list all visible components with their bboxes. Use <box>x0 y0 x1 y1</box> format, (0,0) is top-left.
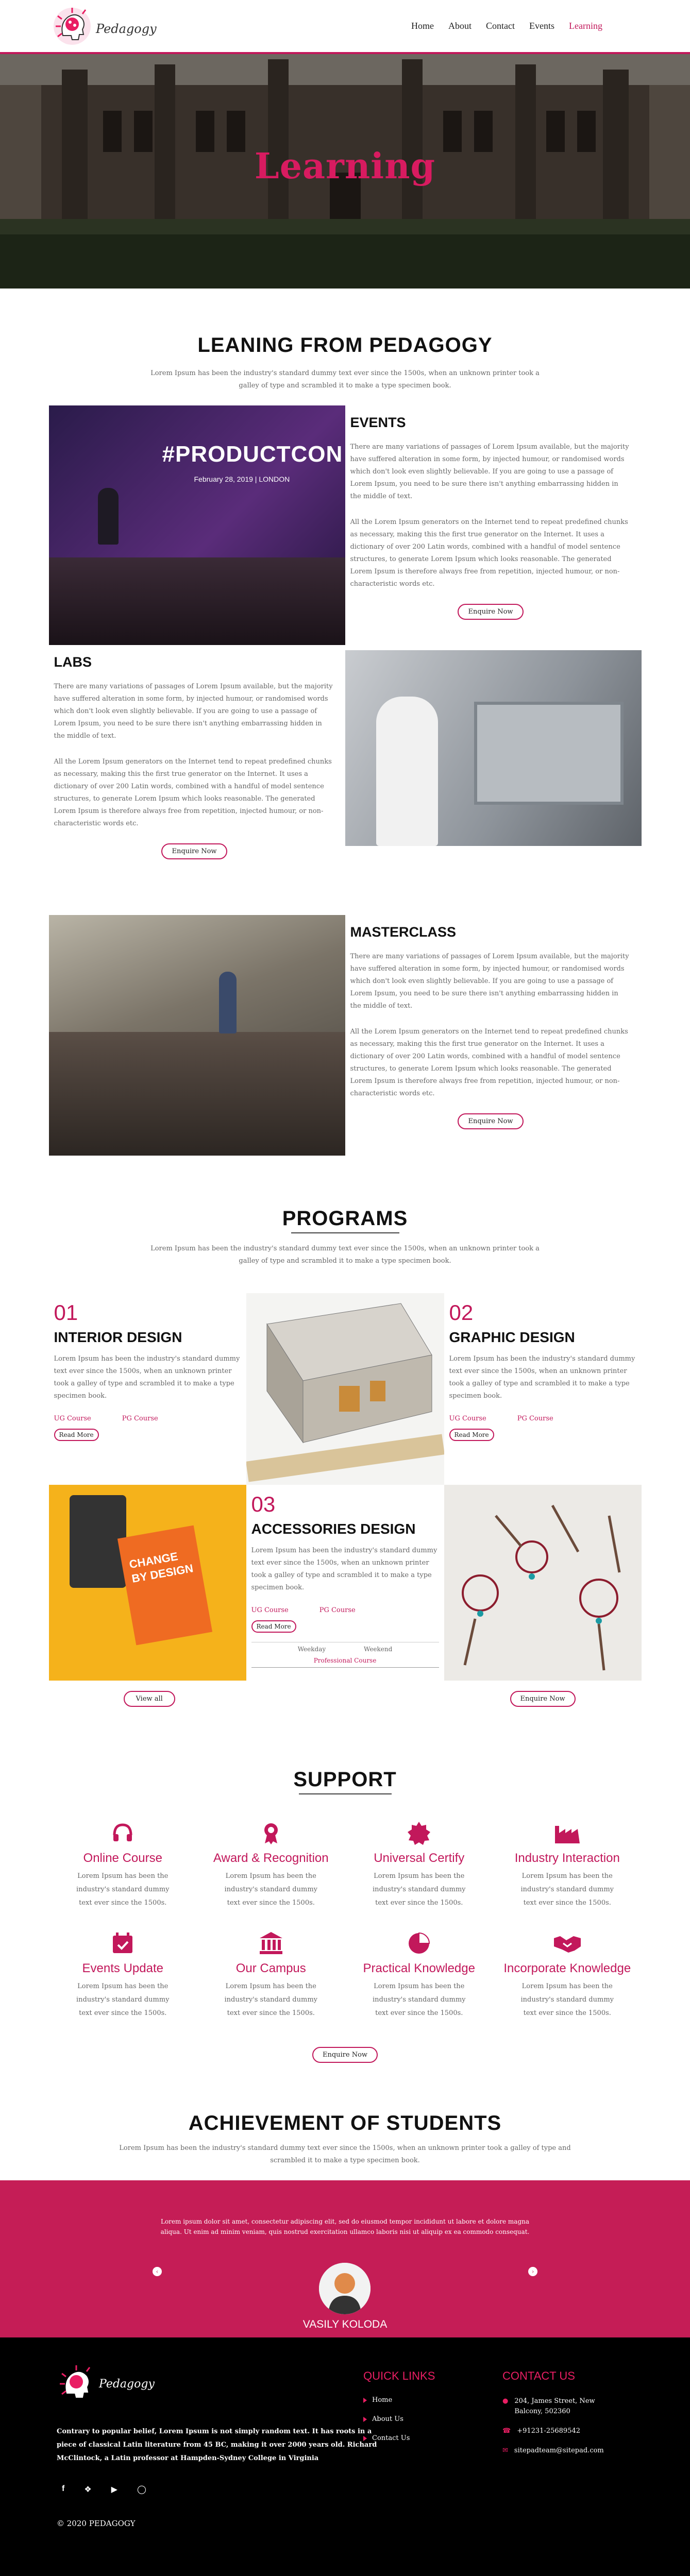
support-item-title: Incorporate Knowledge <box>503 1961 631 1975</box>
hero-banner <box>0 54 690 289</box>
masterclass-paragraph-2: All the Lorem Ipsum generators on the Internet tend to repeat predefined chunks as necessary, making this the first true generator on the Internet. It uses a dictionary of over 200 Latin words, combined with a handful of model sentence structures, to generate Lorem Ipsum which looks reasonable. The generated Lorem Ipsum is therefore always free from repetition, injected humour, or non-characteristic words etc. <box>350 1028 628 1097</box>
program-title: GRAPHIC DESIGN <box>449 1329 575 1345</box>
support-grid <box>49 1820 642 2020</box>
productcon-date: February 28, 2019 | LONDON <box>194 475 290 483</box>
factory-icon <box>554 1821 581 1845</box>
quick-links <box>363 2369 435 2453</box>
nav-about[interactable]: About <box>448 21 472 31</box>
contact-info <box>502 2369 647 2465</box>
youtube-icon[interactable]: ▶ <box>111 2484 117 2494</box>
ug-course-link[interactable]: UG Course <box>251 1606 289 1614</box>
twitter-icon[interactable]: ❖ <box>84 2484 92 2494</box>
facebook-icon[interactable]: f <box>62 2484 65 2493</box>
support-item-award <box>197 1820 345 1910</box>
brain-head-logo-icon <box>56 2363 97 2404</box>
envelope-icon: ✉ <box>502 2447 508 2454</box>
footer-logo <box>56 2363 155 2404</box>
footer-link-about[interactable] <box>363 2415 435 2423</box>
site-header <box>0 0 690 54</box>
view-all-button[interactable]: View all <box>124 1691 175 1707</box>
events-paragraph-1: There are many variations of passages of Lorem Ipsum available, but the majority have suffered alteration in some form, by injected humour, or randomised words which don't look even slightly believable. If you are going to use a passage of Lorem Ipsum, you need to be sure there isn't anything embarrassing hidden in the middle of text. <box>350 443 629 500</box>
link-label: Contact Us <box>372 2434 410 2442</box>
support-item-practical <box>345 1930 494 2020</box>
footer-link-home[interactable] <box>363 2396 435 2404</box>
course-tabs <box>251 1642 439 1668</box>
contact-email[interactable]: sitepadteam@sitepad.com <box>514 2447 604 2454</box>
ug-course-link[interactable]: UG Course <box>54 1415 91 1422</box>
audience-silhouettes <box>49 557 345 645</box>
prev-arrow-icon[interactable]: ‹ <box>153 2267 162 2276</box>
support-item-text: Lorem Ipsum has been the industry's standard dummy text ever since the 1500s. <box>224 1982 317 2017</box>
nav-events[interactable]: Events <box>529 21 555 31</box>
labs-row <box>49 650 642 859</box>
support-item-title: Universal Certify <box>374 1851 465 1865</box>
achievement-subtitle: Lorem Ipsum has been the industry's standard dummy text ever since the 1500s, when an unknown printer took a galley of type and scrambled it to make a type specimen book. <box>119 2144 571 2164</box>
support-item-title: Online Course <box>83 1851 162 1865</box>
brain-head-logo-icon <box>52 6 93 47</box>
programs-enquire-button[interactable]: Enquire Now <box>510 1691 576 1707</box>
social-links <box>62 2484 146 2494</box>
program-card-interior <box>49 1293 246 1485</box>
book-cover <box>117 1526 212 1646</box>
testimonial-quote: Lorem ipsum dolor sit amet, consectetur adipiscing elit, sed do eiusmod tempor incididunt ut labore et dolore magna aliqua. Ut enim ad minim veniam, quis nostrud exercitation ullamco laboris nisi ut aliquip ex ea commodo consequat. <box>160 2218 530 2235</box>
events-heading: EVENTS <box>350 415 406 430</box>
phone-icon: ☎ <box>502 2427 511 2435</box>
brand-name: Pedagogy <box>96 21 157 36</box>
support-item-text: Lorem Ipsum has been the industry's standard dummy text ever since the 1500s. <box>372 1872 466 1907</box>
labs-paragraph-1: There are many variations of passages of Lorem Ipsum available, but the majority have suffered alteration in some form, by injected humour, or randomised words which don't look even slightly believable. If you are going to use a passage of Lorem Ipsum, you need to be sure there isn't anything embarrassing hidden in the middle of text. <box>54 683 333 740</box>
nav-contact[interactable]: Contact <box>486 21 515 31</box>
brand-logo[interactable] <box>52 6 157 47</box>
program-number: 01 <box>54 1300 78 1325</box>
arrow-right-icon <box>363 2398 367 2403</box>
programs-section <box>0 1156 690 1711</box>
book-title: CHANGE BY DESIGN <box>128 1550 194 1585</box>
link-label: Home <box>372 2396 393 2404</box>
support-item-title: Industry Interaction <box>514 1851 620 1865</box>
contact-address: 204, James Street, New Balcony, 502360 <box>514 2397 595 2415</box>
labs-text <box>49 650 345 859</box>
support-item-certify <box>345 1820 494 1910</box>
program-card-graphic <box>444 1293 642 1485</box>
learning-title: LEANING FROM PEDAGOGY <box>197 334 493 357</box>
arrow-right-icon <box>363 2417 367 2422</box>
support-item-text: Lorem Ipsum has been the industry's standard dummy text ever since the 1500s. <box>76 1982 170 2017</box>
contact-title: CONTACT US <box>502 2369 575 2382</box>
support-item-text: Lorem Ipsum has been the industry's standard dummy text ever since the 1500s. <box>520 1872 614 1907</box>
teacher-silhouette <box>219 972 237 1033</box>
read-more-button[interactable]: Read More <box>54 1429 99 1441</box>
achievement-section <box>0 2063 690 2337</box>
tab-professional[interactable]: Professional Course <box>251 1657 439 1668</box>
hero-title: Learning <box>254 146 436 187</box>
support-item-text: Lorem Ipsum has been the industry's standard dummy text ever since the 1500s. <box>372 1982 466 2017</box>
program-text: Lorem Ipsum has been the industry's standard dummy text ever since the 1500s, when an unknown printer took a galley of type and scrambled it to make a type specimen book. <box>54 1355 240 1400</box>
footer-brand-name: Pedagogy <box>99 2377 155 2391</box>
award-icon <box>259 1821 283 1845</box>
link-label: About Us <box>372 2415 403 2423</box>
instagram-icon[interactable]: ◯ <box>137 2484 146 2494</box>
learning-subtitle: Lorem Ipsum has been the industry's standard dummy text ever since the 1500s, when an unknown printer took a galley of type and scrambled it to make a type specimen book. <box>150 369 540 389</box>
certificate-badge-icon <box>407 1821 431 1845</box>
quick-links-title: QUICK LINKS <box>363 2369 435 2382</box>
tab-weekday[interactable]: Weekday <box>297 1646 326 1653</box>
institution-icon <box>259 1931 283 1956</box>
pie-chart-icon <box>407 1931 431 1955</box>
handshake-icon <box>553 1932 582 1955</box>
programs-subtitle: Lorem Ipsum has been the industry's standard dummy text ever since the 1500s, when an unknown printer took a galley of type and scrambled it to make a type specimen book. <box>150 1245 540 1265</box>
masterclass-paragraph-1: There are many variations of passages of Lorem Ipsum available, but the majority have suffered alteration in some form, by injected humour, or randomised words which don't look even slightly believable. If you are going to use a passage of Lorem Ipsum, you need to be sure there isn't anything embarrassing hidden in the middle of text. <box>350 953 629 1010</box>
map-pin-icon: ● <box>502 2397 509 2405</box>
labs-enquire-button[interactable]: Enquire Now <box>161 843 227 859</box>
events-paragraph-2: All the Lorem Ipsum generators on the Internet tend to repeat predefined chunks as necessary, making this the first true generator on the Internet. It uses a dictionary of over 200 Latin words, combined with a handful of model sentence structures, to generate Lorem Ipsum which looks reasonable. The generated Lorem Ipsum is therefore always free from repetition, injected humour, or non-characteristic words etc. <box>350 518 628 588</box>
support-item-events <box>49 1930 197 2020</box>
program-title: INTERIOR DESIGN <box>54 1329 182 1345</box>
nav-home[interactable]: Home <box>411 21 434 31</box>
support-item-title: Our Campus <box>235 1961 306 1975</box>
support-title: SUPPORT <box>293 1768 397 1791</box>
labs-heading: LABS <box>54 654 92 670</box>
productcon-sign: #PRODUCTCON <box>162 442 343 467</box>
testimonial-name: VASILY KOLODA <box>302 2318 388 2330</box>
program-number: 03 <box>251 1492 276 1516</box>
masterclass-enquire-button[interactable]: Enquire Now <box>458 1113 523 1129</box>
footer-about-text: Contrary to popular belief, Lorem Ipsum is not simply random text. It has roots in a piece of classical Latin literature from 45 BC, making it over 2000 years old. Richard McClintock, a Latin professor at Hampden-Sydney College in Virginia <box>57 2428 377 2462</box>
read-more-button[interactable]: Read More <box>449 1429 494 1441</box>
program-text: Lorem Ipsum has been the industry's standard dummy text ever since the 1500s, when an unknown printer took a galley of type and scrambled it to make a type specimen book. <box>449 1355 635 1400</box>
program-title: ACCESSORIES DESIGN <box>251 1521 416 1537</box>
nav-learning[interactable]: Learning <box>569 21 602 31</box>
program-number: 02 <box>449 1300 474 1325</box>
programs-grid <box>49 1293 642 1681</box>
main-nav <box>411 21 602 31</box>
pg-course-link[interactable]: PG Course <box>122 1415 158 1422</box>
classroom-students <box>49 1032 345 1156</box>
support-item-title: Practical Knowledge <box>363 1961 475 1975</box>
events-enquire-button[interactable]: Enquire Now <box>458 604 523 620</box>
ug-course-link[interactable]: UG Course <box>449 1415 486 1422</box>
site-footer <box>0 2337 690 2576</box>
programs-actions <box>49 1691 642 1711</box>
arrow-right-icon <box>363 2436 367 2441</box>
programs-underline <box>291 1232 399 1233</box>
masterclass-heading: MASTERCLASS <box>350 924 457 940</box>
dreamcatcher-image <box>444 1485 642 1681</box>
events-text <box>345 405 642 645</box>
testimonial-slider <box>0 2180 690 2337</box>
masterclass-image <box>49 915 345 1156</box>
read-more-button[interactable]: Read More <box>251 1620 296 1633</box>
speaker-silhouette <box>98 488 119 545</box>
support-enquire-button[interactable]: Enquire Now <box>312 2047 378 2063</box>
avatar <box>319 2263 371 2314</box>
support-section <box>0 1711 690 2063</box>
events-row <box>49 405 642 645</box>
support-item-text: Lorem Ipsum has been the industry's standard dummy text ever since the 1500s. <box>76 1872 170 1907</box>
copyright: © 2020 PEDAGOGY <box>57 2519 136 2528</box>
events-image <box>49 405 345 645</box>
support-item-campus <box>197 1930 345 2020</box>
support-item-online-course <box>49 1820 197 1910</box>
pg-course-link[interactable]: PG Course <box>319 1606 356 1614</box>
pg-course-link[interactable]: PG Course <box>517 1415 553 1422</box>
lab-scientist <box>376 697 438 846</box>
footer-link-contact[interactable] <box>363 2434 435 2442</box>
headset-icon <box>110 1821 135 1845</box>
masterclass-text <box>345 915 642 1156</box>
book-image <box>49 1485 246 1681</box>
labs-image <box>345 650 642 846</box>
tab-weekend[interactable]: Weekend <box>363 1646 393 1653</box>
calendar-check-icon <box>111 1931 134 1955</box>
support-item-title: Award & Recognition <box>213 1851 329 1865</box>
program-text: Lorem Ipsum has been the industry's standard dummy text ever since the 1500s, when an unknown printer took a galley of type and scrambled it to make a type specimen book. <box>251 1547 437 1591</box>
support-item-text: Lorem Ipsum has been the industry's standard dummy text ever since the 1500s. <box>224 1872 317 1907</box>
blueprint-image <box>246 1293 444 1485</box>
labs-paragraph-2: All the Lorem Ipsum generators on the Internet tend to repeat predefined chunks as necessary, making this the first true generator on the Internet. It uses a dictionary of over 200 Latin words, combined with a handful of model sentence structures, to generate Lorem Ipsum which looks reasonable. The generated Lorem Ipsum is therefore always free from repetition, injected humour, or non-characteristic words etc. <box>54 758 332 827</box>
support-item-title: Events Update <box>82 1961 163 1975</box>
support-underline <box>299 1793 392 1794</box>
support-item-text: Lorem Ipsum has been the industry's standard dummy text ever since the 1500s. <box>520 1982 614 2017</box>
masterclass-row <box>49 915 642 1156</box>
programs-title: PROGRAMS <box>282 1207 408 1230</box>
next-arrow-icon[interactable]: › <box>528 2267 537 2276</box>
support-item-industry <box>493 1820 642 1910</box>
learning-section <box>0 289 690 1156</box>
contact-phone[interactable]: +91231-25689542 <box>517 2427 581 2435</box>
program-card-accessories <box>246 1485 444 1681</box>
lab-equipment <box>474 702 624 805</box>
achievement-title: ACHIEVEMENT OF STUDENTS <box>188 2112 502 2134</box>
support-item-incorporate <box>493 1930 642 2020</box>
